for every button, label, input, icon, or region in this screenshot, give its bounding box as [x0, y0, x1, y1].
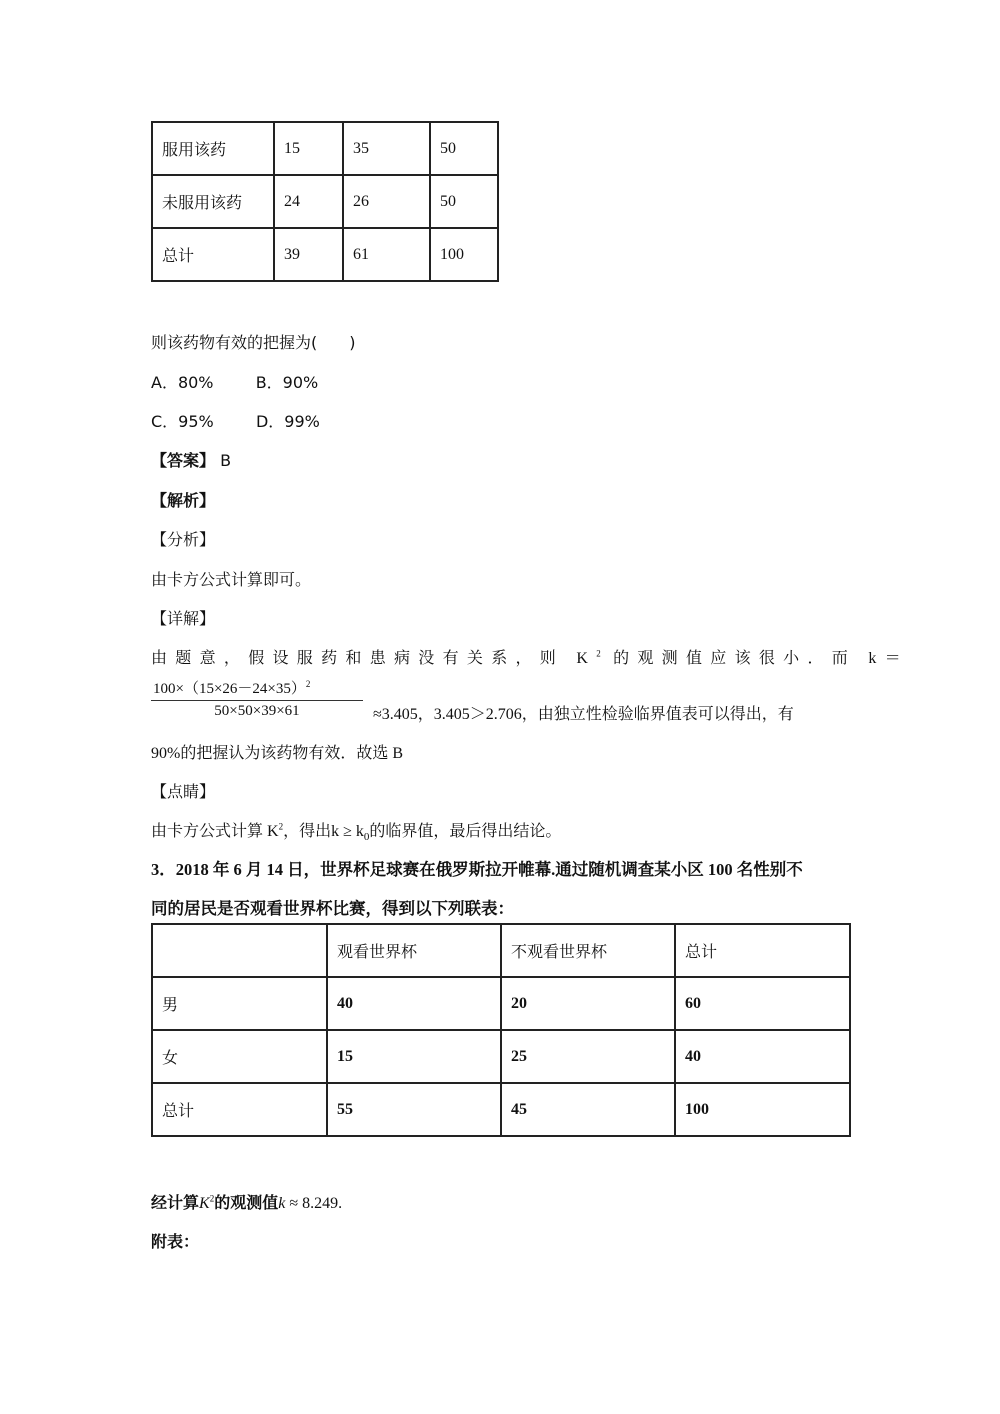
table-row: [152, 1030, 850, 1083]
xiangjie-text-b: 的观测值应该很小．而 k＝: [600, 650, 909, 667]
options-row-1: [151, 370, 318, 393]
contingency-table-worldcup: [151, 923, 851, 1137]
question-prompt: 则该药物有效的把握为( ): [151, 333, 356, 352]
superscript: 2: [596, 648, 601, 659]
subscript: 0: [363, 831, 370, 844]
xiangjie-line-2: ≈3.405，3.405＞2.706，由独立性检验临界值表可以得出，有: [373, 706, 794, 723]
table-row: [152, 175, 498, 228]
table-cell: 61: [343, 228, 430, 281]
table-cell: 35: [343, 122, 430, 175]
row-label: 总计: [152, 1083, 327, 1136]
appendix-label: 附表：: [151, 1232, 200, 1251]
table-cell: 25: [501, 1030, 675, 1083]
header-cell: [152, 924, 327, 977]
fraction-bar: [151, 700, 363, 701]
chi-square-fraction: [151, 677, 363, 720]
contingency-table-drug: [151, 121, 499, 282]
options-row-2: [151, 409, 320, 432]
table-cell: 39: [274, 228, 343, 281]
dianjing-heading: 【点睛】: [151, 782, 216, 801]
superscript: 2: [305, 679, 311, 689]
answer-value: B: [220, 451, 232, 470]
table-cell: 40: [675, 1030, 850, 1083]
dianjing-text-c: 的临界值，最后得出结论。: [369, 823, 562, 840]
table-cell: 100: [430, 228, 498, 281]
row-label: 女: [152, 1030, 327, 1083]
table-row: [152, 1083, 850, 1136]
xiangjie-heading: 【详解】: [151, 609, 216, 628]
row-label: 总计: [152, 228, 274, 281]
computed-text-a: 经计算: [151, 1193, 200, 1212]
answer-label: 【答案】: [151, 451, 216, 470]
k-symbol: K: [199, 1195, 210, 1212]
table-cell: 24: [274, 175, 343, 228]
question-3-line-2: 同的居民是否观看世界杯比赛，得到以下列联表：: [151, 899, 514, 918]
xiangjie-text-a: 由题意，假设服药和患病没有关系，则 K: [151, 650, 597, 667]
header-cell: 不观看世界杯: [501, 924, 675, 977]
option-b: B．90%: [255, 373, 319, 392]
analysis-heading: 【解析】: [151, 491, 216, 510]
computed-statement: [151, 1190, 342, 1213]
xiangjie-line-3: 90%的把握认为该药物有效．故选 B: [151, 745, 404, 762]
table-cell: 45: [501, 1083, 675, 1136]
table-cell: 55: [327, 1083, 501, 1136]
option-d: D．99%: [255, 412, 320, 431]
table-cell: 20: [501, 977, 675, 1030]
table-row: [152, 977, 850, 1030]
fraction-denominator: 50×50×39×61: [214, 703, 300, 719]
table-cell: 100: [675, 1083, 850, 1136]
fenxi-text: 由卡方公式计算即可。: [151, 570, 312, 589]
option-a: A．80%: [151, 373, 214, 392]
row-label: 服用该药: [152, 122, 274, 175]
row-label: 未服用该药: [152, 175, 274, 228]
fraction-numerator: [151, 677, 363, 698]
table-cell: 40: [327, 977, 501, 1030]
dianjing-text-a: 由卡方公式计算 K: [151, 823, 279, 840]
computed-text-b: 的观测值: [214, 1193, 279, 1212]
row-label: 男: [152, 977, 327, 1030]
table-cell: 15: [327, 1030, 501, 1083]
header-cell: 总计: [675, 924, 850, 977]
table-row: [152, 228, 498, 281]
table-cell: 15: [274, 122, 343, 175]
numerator-text: 100×（15×26－24×35）: [153, 681, 306, 697]
k-variable: k: [278, 1195, 286, 1212]
dianjing-text-b: ，得出k ≥ k: [283, 823, 364, 840]
table-cell: 50: [430, 122, 498, 175]
xiangjie-line-1: [151, 645, 909, 668]
table-cell: 60: [675, 977, 850, 1030]
header-cell: 观看世界杯: [327, 924, 501, 977]
table-row: [152, 122, 498, 175]
table-cell: 50: [430, 175, 498, 228]
table-cell: 26: [343, 175, 430, 228]
question-3-line-1: 3．2018 年 6 月 14 日，世界杯足球赛在俄罗斯拉开帷幕.通过随机调查某小区 100 名性别不: [151, 860, 803, 879]
computed-value: ≈ 8.249.: [285, 1195, 343, 1212]
fenxi-heading: 【分析】: [151, 530, 216, 549]
superscript: 2: [278, 821, 284, 832]
superscript: 2: [209, 1193, 215, 1204]
dianjing-text: [151, 818, 561, 843]
option-c: C．95%: [151, 412, 214, 431]
answer-line: [151, 448, 231, 471]
table-header-row: [152, 924, 850, 977]
